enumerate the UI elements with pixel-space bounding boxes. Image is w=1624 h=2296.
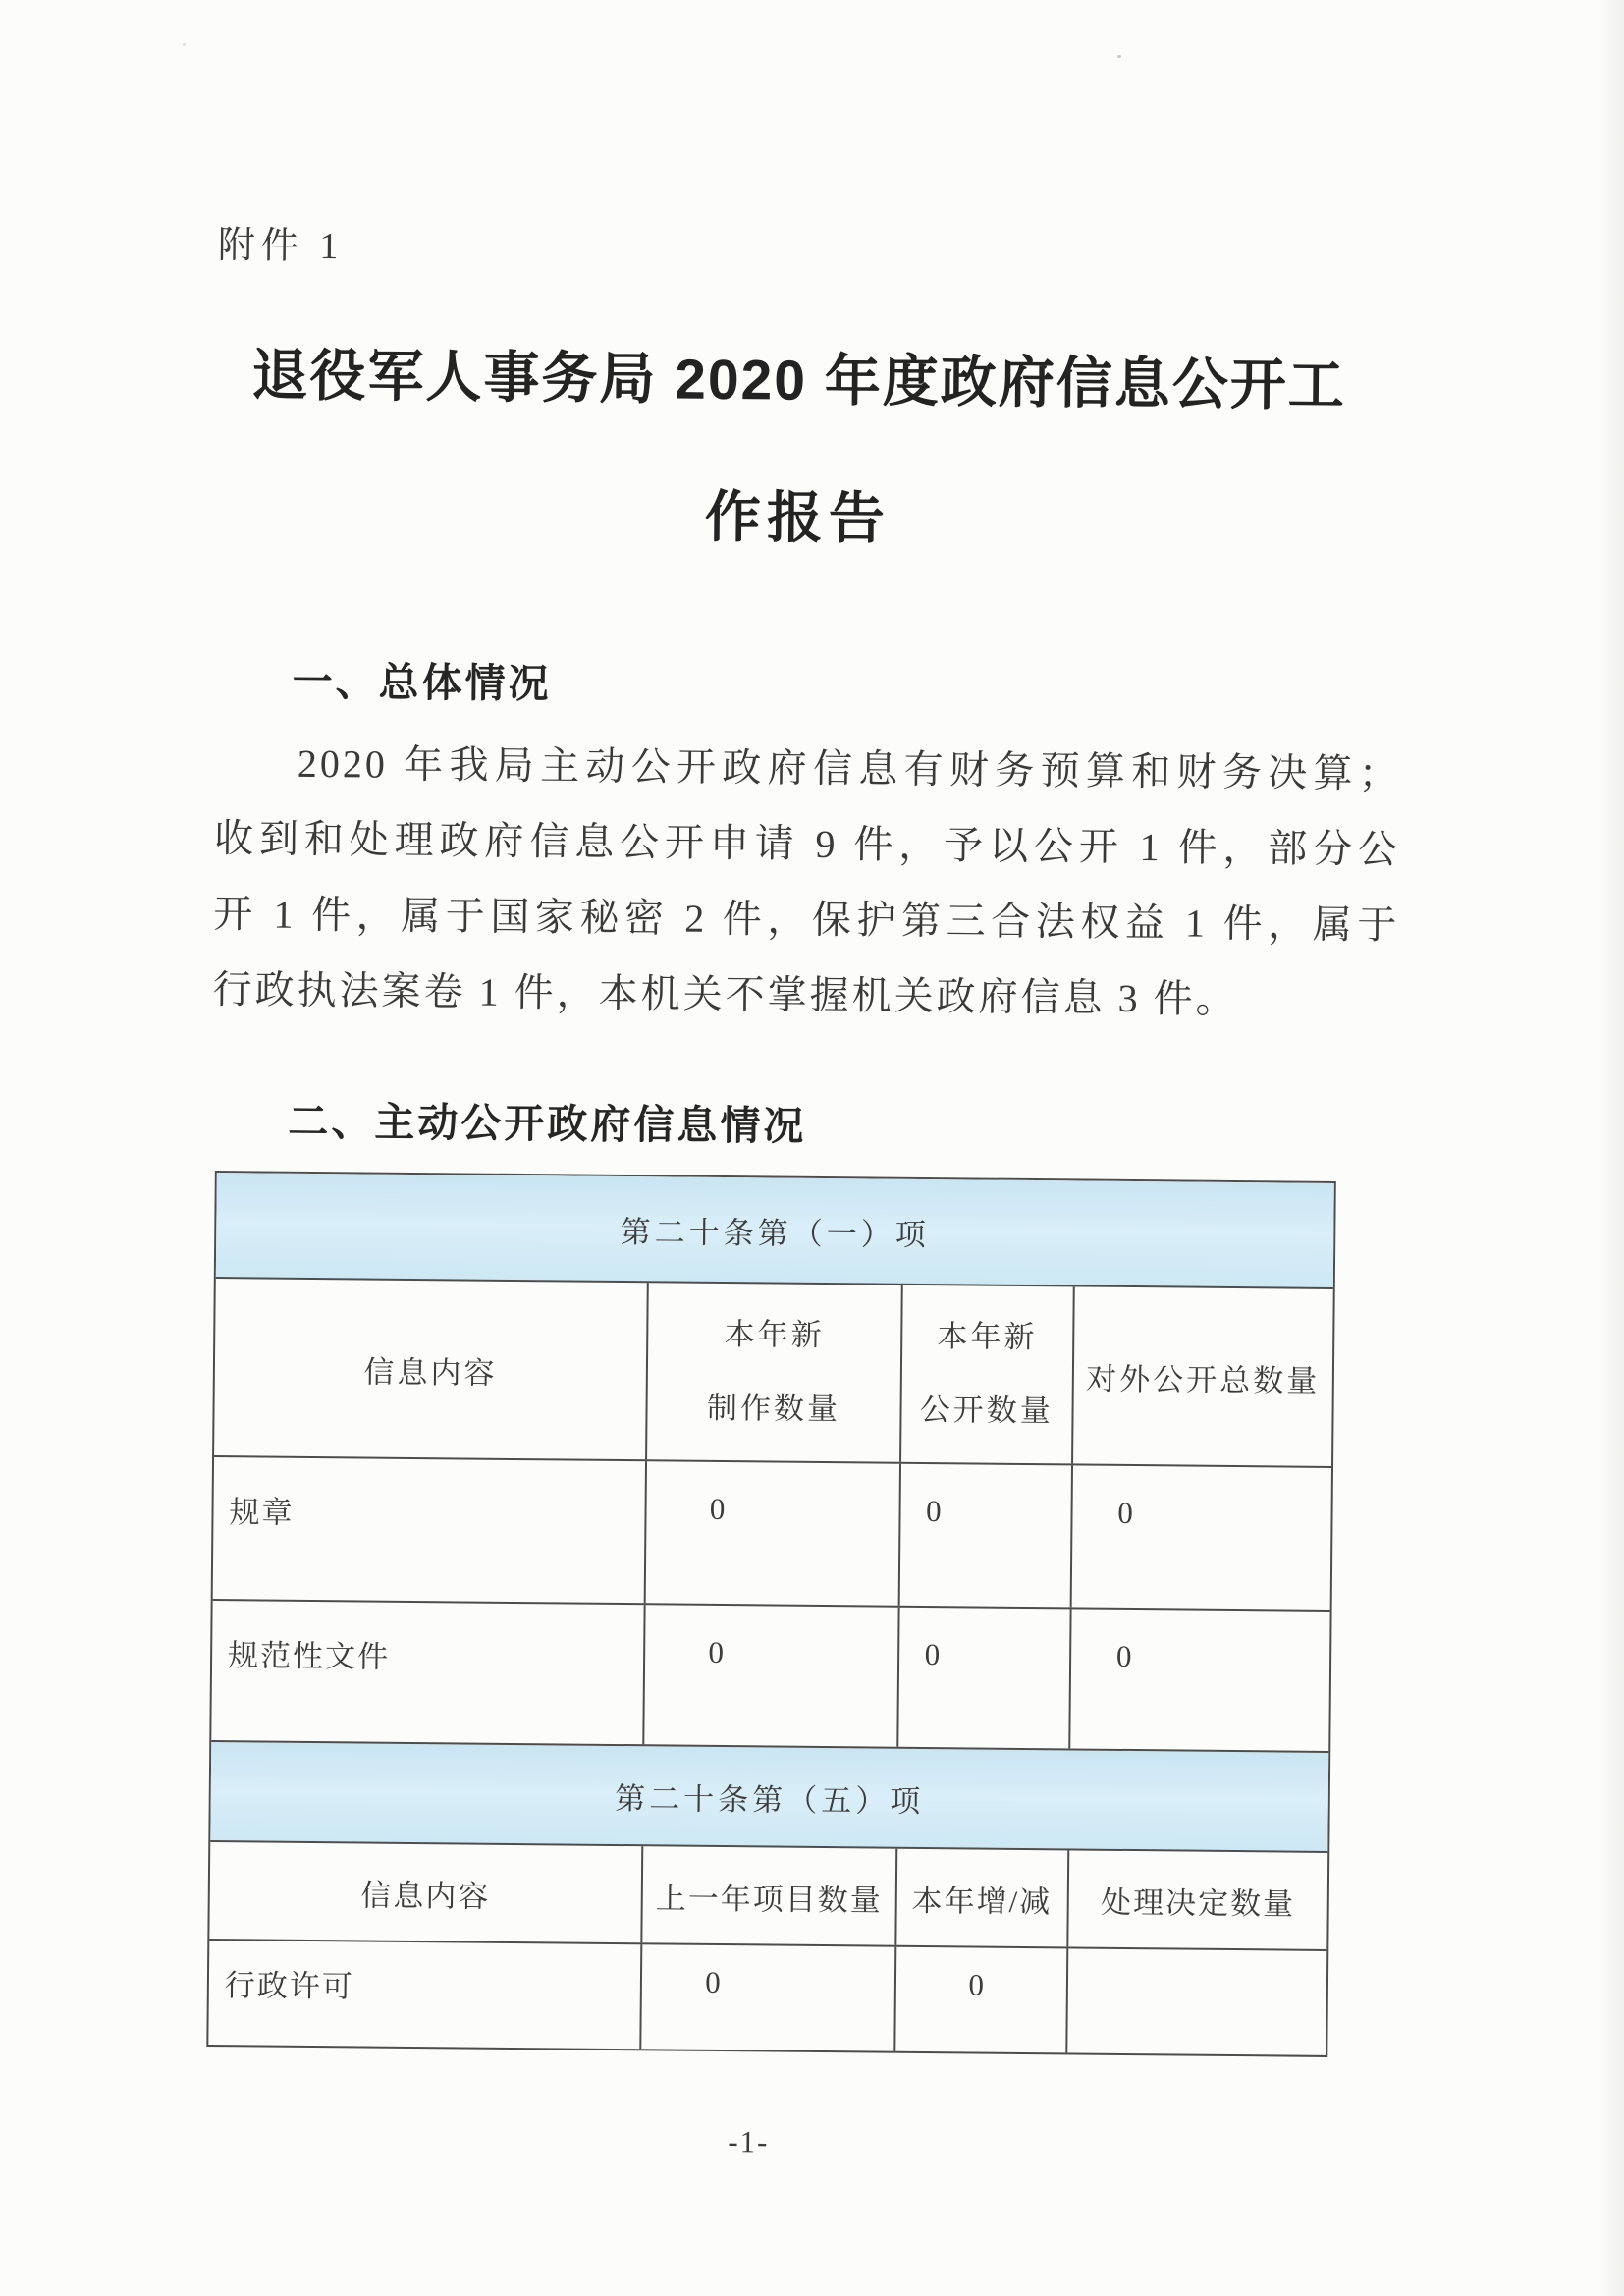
column-header-change: 本年增/减 [894, 1849, 1067, 1947]
row-label: 行政许可 [224, 1968, 355, 2004]
cell-decision [1065, 1948, 1326, 2055]
paragraph-line-2: 收到和处理政府信息公开申请 9 件，予以公开 1 件，部分公 [213, 816, 1401, 872]
table-row-rules [213, 1455, 1331, 1610]
table-header-row-item1 [214, 1277, 1333, 1466]
cell-new-made: 0 [643, 1605, 898, 1746]
cell-prev-year: 0 [640, 1944, 894, 2050]
cell-change: 0 [893, 1947, 1066, 2053]
cell-total-open: 0 [1069, 1465, 1331, 1610]
table-row-admin-license [208, 1939, 1326, 2055]
page-number: -1- [728, 2124, 770, 2159]
paragraph-line-3: 开 1 件，属于国家秘密 2 件，保护第三合法权益 1 件，属于 [213, 892, 1400, 948]
row-label: 规范性文件 [227, 1638, 391, 1674]
column-header-new-open-bottom: 公开数量 [919, 1392, 1054, 1429]
column-header-new-open-top: 本年新 [937, 1319, 1038, 1355]
cell-total-open: 0 [1068, 1609, 1329, 1751]
column-header-decision: 处理决定数量 [1066, 1850, 1327, 1949]
table-banner-article20-item1: 第二十条第（一）项 [216, 1173, 1334, 1287]
section-heading-overview: 一、总体情况 [292, 658, 552, 707]
table-header-row-item5 [209, 1840, 1327, 1949]
cell-new-made: 0 [644, 1461, 899, 1605]
column-header-content: 信息内容 [360, 1877, 491, 1914]
document-title-line1: 退役军人事务局 2020 年度政府信息公开工 [251, 344, 1347, 418]
column-header-total-open: 对外公开总数量 [1071, 1286, 1333, 1466]
column-header-new-made-bottom: 制作数量 [706, 1390, 841, 1427]
disclosure-info-table [206, 1171, 1336, 2057]
table-banner-article20-item5: 第二十条第（五）项 [210, 1740, 1328, 1851]
row-label: 规章 [229, 1495, 295, 1530]
document-title-line2: 作报告 [704, 485, 892, 551]
cell-new-open: 0 [896, 1608, 1070, 1749]
table-row-normative-docs [211, 1599, 1329, 1751]
column-header-new-made [645, 1283, 900, 1461]
column-header-prev-year: 上一年项目数量 [641, 1846, 895, 1944]
cell-new-open: 0 [897, 1464, 1071, 1608]
paragraph-line-1: 2020 年我局主动公开政府信息有财务预算和财务决算； [297, 740, 1402, 796]
column-header-content: 信息内容 [363, 1353, 498, 1391]
paragraph-line-4: 行政执法案卷 1 件，本机关不掌握机关政府信息 3 件。 [212, 967, 1238, 1022]
column-header-new-open [899, 1285, 1073, 1464]
attachment-label: 附件 1 [217, 225, 345, 268]
overview-paragraph [212, 725, 1401, 1039]
section-heading-disclosure: 二、主动公开政府信息情况 [288, 1098, 807, 1149]
column-header-new-made-top: 本年新 [724, 1317, 825, 1352]
